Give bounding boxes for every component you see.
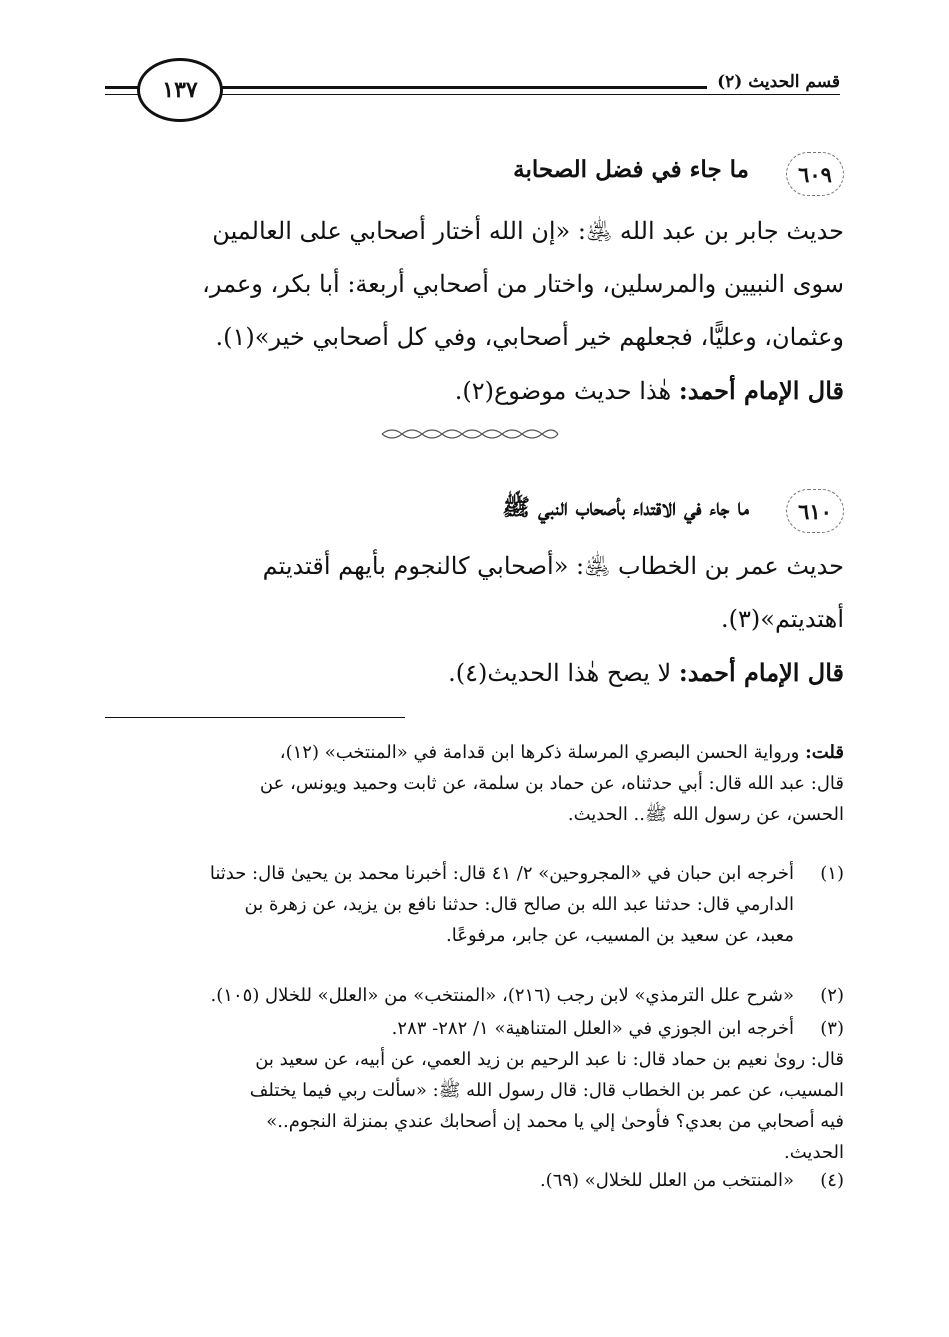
verdict-line bbox=[105, 646, 844, 700]
verdict-text: هٰذا حديث موضوع(٢). bbox=[454, 377, 672, 405]
chapter-title: ما جاء في الاقتداء بأصحاب النبي ﷺ bbox=[502, 494, 749, 521]
footnote-line: أخرجه ابن حبان في «المجروحين» ٢/ ٤١ قال: أخبرنا محمد بن يحيىٰ قال: حدثنا bbox=[209, 863, 794, 884]
footnote-separator bbox=[105, 717, 405, 718]
footnote-number: (٤) bbox=[820, 1170, 844, 1191]
chapter-title: ما جاء في فضل الصحابة bbox=[513, 156, 749, 183]
footnote-number: (١) bbox=[820, 863, 844, 884]
footnote-text: ورواية الحسن البصري المرسلة ذكرها ابن قدامة في «المنتخب» (١٢)، bbox=[279, 742, 800, 763]
chapter-610-text bbox=[105, 540, 844, 700]
footnote-number: (٢) bbox=[820, 985, 844, 1006]
footnote-line: قال: عبد الله قال: أبي حدثناه، عن حماد بن سلمة، عن ثابت وحميد ويونس، عن bbox=[259, 773, 844, 794]
footnote-line: الحسن، عن رسول الله ﷺ.. الحديث. bbox=[567, 804, 844, 825]
text-line: سوى النبيين والمرسلين، واختار من أصحابي أربعة: أبا بكر، وعمر، bbox=[202, 270, 844, 298]
page-number: ١٣٧ bbox=[137, 58, 223, 122]
page-header bbox=[105, 60, 840, 130]
footnote-line: المسيب، عن عمر بن الخطاب قال: قال رسول الله ﷺ: «سألت ربي فيما يختلف bbox=[249, 1080, 844, 1101]
verdict-label: قال الإمام أحمد: bbox=[678, 658, 844, 687]
text-line: حديث عمر بن الخطاب ﵁: «أصحابي كالنجوم بأيهم أقتديتم bbox=[262, 552, 844, 580]
footnote-line: فيه أصحابي من بعدي؟ فأوحىٰ إلي يا محمد إن أصحابك عندي بمنزلة النجوم..» bbox=[266, 1111, 844, 1132]
footnote-label: قلت: bbox=[805, 742, 844, 763]
footnote-line: الدارمي قال: حدثنا عبد الله بن صالح قال: حدثنا نافع بن يزيد، عن زهرة بن bbox=[244, 894, 794, 915]
chapter-number-badge: ٦٠٩ bbox=[786, 152, 844, 196]
footnote-line: معبد، عن سعيد بن المسيب، عن جابر، مرفوعًا. bbox=[446, 925, 794, 946]
running-head: قسم الحديث (٢) bbox=[707, 72, 840, 92]
chapter-number-badge: ٦١٠ bbox=[786, 489, 844, 533]
text-line: حديث جابر بن عبد الله ﵁: «إن الله أختار أصحابي على العالمين bbox=[212, 217, 844, 245]
footnote-line: أخرجه ابن الجوزي في «العلل المتناهية» ١/ ٢٨٢- ٢٨٣. bbox=[391, 1018, 794, 1039]
footnote-number: (٣) bbox=[820, 1018, 844, 1039]
footnote-line: قال: روىٰ نعيم بن حماد قال: نا عبد الرحيم بن زيد العمي، عن أبيه، عن سعيد بن bbox=[255, 1049, 844, 1070]
verdict-text: لا يصح هٰذا الحديث(٤). bbox=[448, 659, 672, 687]
footnote-line: الحديث. bbox=[784, 1142, 844, 1163]
text-line: أهتديتم»(٣). bbox=[721, 605, 844, 633]
footnote-line: «شرح علل الترمذي» لابن رجب (٢١٦)، «المنتخب» من «العلل» للخلال (١٠٥). bbox=[210, 985, 794, 1006]
chapter-610-heading bbox=[105, 487, 844, 537]
chapter-609-heading bbox=[105, 150, 844, 200]
footnote-line bbox=[105, 737, 844, 768]
text-line: وعثمان، وعليًّا، فجعلهم خير أصحابي، وفي كل أصحابي خير»(١). bbox=[215, 323, 844, 351]
chapter-609-text bbox=[105, 205, 844, 418]
verdict-label: قال الإمام أحمد: bbox=[678, 376, 844, 405]
ornament-divider bbox=[380, 428, 560, 440]
footnote-line: «المنتخب من العلل للخلال» (٦٩). bbox=[539, 1170, 794, 1191]
verdict-line bbox=[105, 364, 844, 418]
